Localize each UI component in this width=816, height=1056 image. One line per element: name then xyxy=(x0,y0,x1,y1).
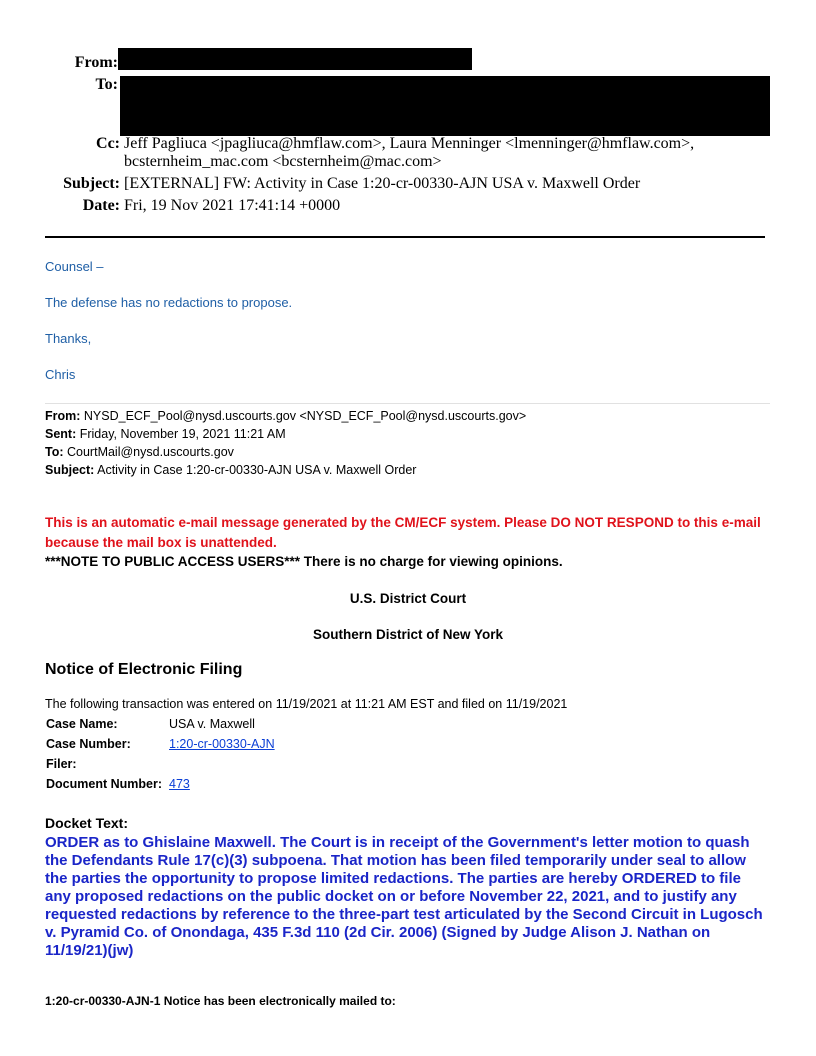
header-divider xyxy=(45,236,765,238)
subject-value: [EXTERNAL] FW: Activity in Case 1:20-cr-00330-AJN USA v. Maxwell Order xyxy=(124,175,641,192)
fwd-from-row xyxy=(45,407,526,425)
fwd-sent-row xyxy=(45,425,526,443)
fwd-to-label: To: xyxy=(45,445,64,459)
document-number-label: Document Number: xyxy=(46,777,162,791)
court-name: U.S. District Court xyxy=(349,591,467,606)
fwd-from-value: NYSD_ECF_Pool@nysd.uscourts.gov <NYSD_ECF_Pool@nysd.uscourts.gov> xyxy=(83,409,527,423)
date-value: Fri, 19 Nov 2021 17:41:14 +0000 xyxy=(124,197,341,214)
public-access-note: ***NOTE TO PUBLIC ACCESS USERS*** There is no charge for viewing opinions. xyxy=(45,554,563,569)
fwd-sent-label: Sent: xyxy=(45,427,77,441)
case-name-value: USA v. Maxwell xyxy=(169,717,255,731)
fwd-to-value: CourtMail@nysd.uscourts.gov xyxy=(67,445,234,459)
case-name-label: Case Name: xyxy=(46,717,118,731)
district-name: Southern District of New York xyxy=(312,627,504,642)
from-label: From: xyxy=(74,54,118,71)
forwarded-header xyxy=(45,407,526,479)
case-number-label: Case Number: xyxy=(46,737,131,751)
transaction-line: The following transaction was entered on 11/19/2021 at 11:21 AM EST and filed on 11/19/2021 xyxy=(45,697,568,711)
case-number-link[interactable]: 1:20-cr-00330-AJN xyxy=(169,737,275,751)
reply-body: The defense has no redactions to propose. xyxy=(45,295,293,310)
fwd-subject-label: Subject: xyxy=(45,463,95,477)
subject-label: Subject: xyxy=(63,175,120,192)
notice-title: Notice of Electronic Filing xyxy=(45,661,243,678)
fwd-sent-value: Friday, November 19, 2021 11:21 AM xyxy=(79,427,286,441)
filer-label: Filer: xyxy=(46,757,77,771)
to-label: To: xyxy=(95,76,118,93)
reply-thanks: Thanks, xyxy=(45,331,92,346)
fwd-from-label: From: xyxy=(45,409,81,423)
document-number-link[interactable]: 473 xyxy=(169,777,190,791)
redacted-from xyxy=(118,48,472,70)
forward-divider xyxy=(45,403,770,404)
docket-text-label: Docket Text: xyxy=(45,815,128,831)
mailed-notice-line: 1:20-cr-00330-AJN-1 Notice has been electronically mailed to: xyxy=(45,994,396,1008)
cc-label: Cc: xyxy=(96,135,120,152)
cc-line-1: Jeff Pagliuca <jpagliuca@hmflaw.com>, Laura Menninger <lmenninger@hmflaw.com>, xyxy=(124,135,695,152)
auto-message-warning: This is an automatic e-mail message generated by the CM/ECF system. Please DO NOT RESPOND to this e-mail because the mail box is unattended. xyxy=(45,515,761,550)
redacted-to xyxy=(120,76,770,136)
fwd-to-row xyxy=(45,443,526,461)
cc-line-2: bcsternheim_mac.com <bcsternheim@mac.com> xyxy=(124,153,442,170)
reply-greeting: Counsel – xyxy=(45,259,104,274)
docket-text: ORDER as to Ghislaine Maxwell. The Court is in receipt of the Government's letter motion to quash the Defendants Rule 17(c)(3) subpoena. That motion has been filed temporarily under seal to allow the parties the opportunity to propose limited redactions. The parties are hereby ORDERED to file any proposed redactions on the public docket on or before November 22, 2021, and to justify any requested redactions by reference to the three-part test articulated by the Second Circuit in Lugosch v. Pyramid Co. of Onondaga, 435 F.3d 110 (2d Cir. 2006) (Signed by Judge Alison J. Nathan on 11/19/21)(jw) xyxy=(45,834,763,959)
date-label: Date: xyxy=(82,197,120,214)
fwd-subject-row xyxy=(45,461,526,479)
fwd-subject-value: Activity in Case 1:20-cr-00330-AJN USA v. Maxwell Order xyxy=(97,463,417,477)
reply-signature: Chris xyxy=(45,367,76,382)
